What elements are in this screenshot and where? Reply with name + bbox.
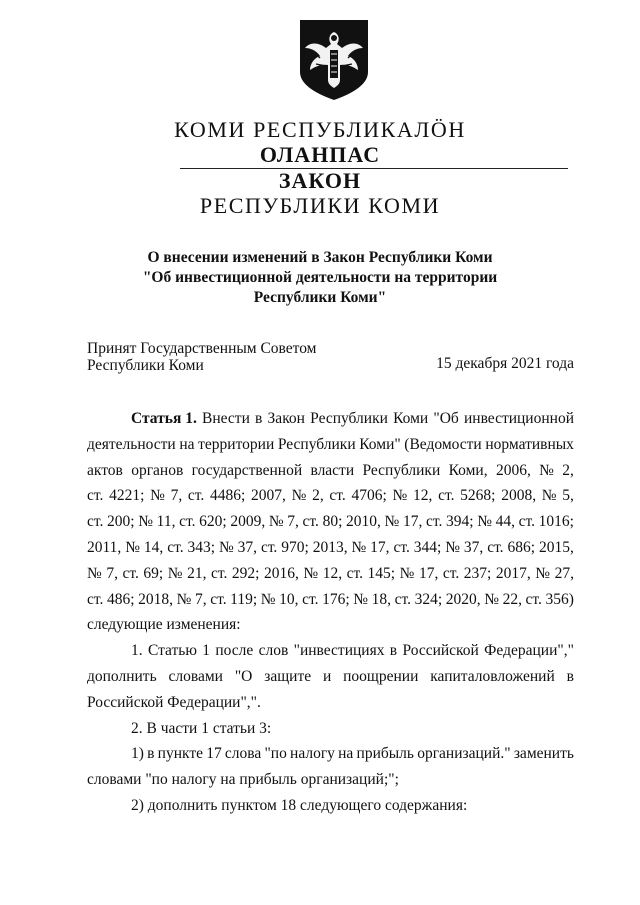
body-word: 7, <box>287 513 299 531</box>
body-word: ст. <box>122 564 139 582</box>
body-word: органов <box>131 461 184 479</box>
body-word: № <box>484 590 499 608</box>
body-word: деятельности <box>87 435 176 453</box>
body-word: ст. <box>187 487 205 505</box>
body-word: № <box>535 564 551 582</box>
body-word: 2018, <box>138 590 173 608</box>
body-word: 686; <box>507 538 536 556</box>
body-word: после <box>215 642 254 660</box>
body-word: ст. <box>167 538 184 556</box>
body-word: (Ведомости <box>404 435 482 453</box>
body-word: № <box>87 564 102 582</box>
body-word: 27, <box>554 564 574 582</box>
body-word: ст. <box>87 513 104 531</box>
body-word: ст. <box>518 513 536 531</box>
body-word: № <box>150 487 165 505</box>
body-word: "инвестициях <box>293 642 385 660</box>
body-word: № <box>303 564 319 582</box>
body-word: защите <box>264 667 312 685</box>
body-line <box>87 741 574 767</box>
body-word: 2020, <box>445 590 481 608</box>
body-word: ст. <box>438 487 455 505</box>
body-word: ст. <box>425 513 443 531</box>
body-word: 10, <box>279 590 299 608</box>
header-komi-line: КОМИ РЕСПУБЛИКАЛӦН <box>174 117 466 142</box>
body-word: № <box>539 461 554 479</box>
body-word: территории <box>198 435 275 453</box>
body-word: 2016, <box>263 564 299 582</box>
body-line <box>87 432 574 458</box>
body-word: 2010, <box>346 513 381 531</box>
header-zakon: ЗАКОН <box>278 168 362 193</box>
body-word: 119; <box>230 590 258 608</box>
body-word: 17 <box>206 745 222 763</box>
body-word: на <box>179 435 195 453</box>
body-line <box>87 664 574 690</box>
body-word: № <box>399 564 415 582</box>
body-word: ст. <box>346 564 363 582</box>
body-word: № <box>384 513 400 531</box>
body-word: 176; <box>322 590 350 608</box>
body-word: 1016; <box>538 513 574 531</box>
body-word: 292; <box>231 564 260 582</box>
body-word: следующие изменения: <box>87 616 241 634</box>
body-word: 2008, <box>501 487 537 505</box>
body-word: 18, <box>371 590 391 608</box>
body-word: 324; <box>414 590 443 608</box>
body-word: в <box>147 745 155 763</box>
body-word: 44, <box>495 513 516 531</box>
body-word: ст. <box>302 513 319 531</box>
body-word: № <box>125 538 141 556</box>
body-line <box>87 587 574 613</box>
body-word: 344; <box>413 538 442 556</box>
body-word: Российской Федерации",". <box>87 693 261 711</box>
body-word: Республики <box>362 461 441 479</box>
header-olanpas: ОЛАНПАС <box>259 142 381 167</box>
body-line <box>87 612 574 638</box>
body-word: Федерации"," <box>484 642 574 660</box>
adoption-date: 15 декабря 2021 года <box>436 355 574 372</box>
body-word: 7, <box>194 590 207 608</box>
coat-of-arms-emblem <box>298 18 370 102</box>
body-word: ст. <box>302 590 319 608</box>
body-word: 37, <box>237 538 258 556</box>
body-line <box>87 690 574 716</box>
body-word: ст. <box>329 487 346 505</box>
body-word: Коми <box>393 410 429 427</box>
body-word: 12, <box>413 487 433 505</box>
body-word: 21, <box>187 564 207 582</box>
body-word: Закон <box>267 410 305 427</box>
body-word: 2015, <box>538 538 574 556</box>
body-word: 37, <box>463 538 484 556</box>
body-word: 5, <box>562 487 574 505</box>
body-line <box>87 561 574 587</box>
body-word: 356) <box>545 590 574 608</box>
body-word: 200; <box>107 513 135 531</box>
body-word: ст. <box>487 538 504 556</box>
body-word: 17, <box>418 564 439 582</box>
body-word: № <box>218 538 234 556</box>
body-line <box>87 458 574 484</box>
body-word: 5268; <box>460 487 496 505</box>
body-word: "Об <box>433 410 459 427</box>
body-word: власти <box>310 461 355 479</box>
body-word: № <box>541 487 557 505</box>
body-word: № <box>260 590 276 608</box>
body-word: слов <box>258 642 289 660</box>
body-word: прибыль <box>356 745 414 763</box>
law-body-text <box>87 406 574 819</box>
body-word: 4486; <box>210 487 246 505</box>
law-title-line: О внесении изменений в Закон Республики Коми <box>147 249 493 266</box>
body-word: 17, <box>402 513 423 531</box>
body-word: актов <box>87 461 123 479</box>
body-word: организаций." <box>417 745 511 763</box>
body-word: Российской <box>402 642 479 660</box>
body-word: 7, <box>170 487 183 505</box>
body-word: налогу <box>290 745 335 763</box>
body-word: 2007, <box>251 487 286 505</box>
body-word: 2009, <box>230 513 266 531</box>
body-word: Республики <box>277 435 356 453</box>
body-line <box>87 535 574 561</box>
body-word: 1) <box>131 745 144 763</box>
body-word: 1. <box>131 642 143 660</box>
body-word: Статья 1. <box>131 410 197 427</box>
body-word: словами "по налогу на прибыль организаций;"; <box>87 771 399 789</box>
body-word: Республики <box>310 410 388 427</box>
body-word: и <box>322 667 332 685</box>
body-word: 145; <box>367 564 396 582</box>
body-word: № <box>291 487 307 505</box>
body-word: ст. <box>179 513 196 531</box>
body-word: ст. <box>393 538 410 556</box>
body-word: 2017, <box>495 564 531 582</box>
body-word: в <box>389 642 398 660</box>
body-word: ст. <box>260 538 278 556</box>
body-word: 2. В части 1 статьи 3: <box>131 719 272 737</box>
body-word: 343; <box>187 538 216 556</box>
body-word: ст. <box>394 590 411 608</box>
body-line <box>87 509 574 535</box>
body-word: Коми" <box>359 435 401 453</box>
body-line <box>87 406 574 432</box>
body-word: ст. <box>210 590 227 608</box>
body-word: 394; <box>446 513 474 531</box>
body-word: 1 <box>202 642 211 660</box>
body-word: нормативных <box>485 435 574 453</box>
body-word: на <box>338 745 354 763</box>
body-word: 14, <box>143 538 164 556</box>
body-word: государственной <box>191 461 303 479</box>
body-word: ст. <box>87 590 104 608</box>
body-word: № <box>268 513 284 531</box>
body-line <box>87 716 574 742</box>
body-word: ст. <box>210 564 228 582</box>
body-word: поощрении <box>343 667 419 685</box>
body-word: в <box>255 410 263 427</box>
body-line <box>87 483 574 509</box>
body-word: "по <box>264 745 287 763</box>
body-word: 486; <box>106 590 135 608</box>
body-word: капиталовложений <box>430 667 555 685</box>
body-word: Статью <box>147 642 197 660</box>
body-word: 11, <box>156 513 176 531</box>
body-line <box>87 767 574 793</box>
body-word: 2011, <box>87 538 122 556</box>
body-word: № <box>353 590 369 608</box>
law-title-line: Республики Коми" <box>253 289 387 306</box>
body-word: ст. <box>87 487 104 505</box>
body-word: 12, <box>322 564 343 582</box>
body-word: Коми, <box>448 461 488 479</box>
body-word: 620; <box>199 513 227 531</box>
body-word: заменить <box>513 745 574 763</box>
body-word: № <box>392 487 408 505</box>
body-line <box>87 793 574 819</box>
body-word: № <box>477 513 492 531</box>
law-title-line: "Об инвестиционной деятельности на территории <box>142 269 498 286</box>
body-word: 237; <box>463 564 492 582</box>
body-word: в <box>566 667 574 685</box>
body-word: № <box>167 564 183 582</box>
body-word: 4221; <box>109 487 145 505</box>
body-word: слова <box>224 745 262 763</box>
body-word: пункте <box>157 745 203 763</box>
body-word: ст. <box>442 564 460 582</box>
body-word: № <box>138 513 154 531</box>
body-word: 4706; <box>351 487 387 505</box>
body-word: 2006, <box>495 461 531 479</box>
body-word: 2, <box>562 461 574 479</box>
body-word: дополнить <box>87 667 157 685</box>
header-republic: РЕСПУБЛИКИ КОМИ <box>199 193 441 218</box>
adoption-line: Республики Коми <box>87 357 204 374</box>
body-word: Внести <box>202 410 250 427</box>
body-word: словами <box>168 667 223 685</box>
body-word: 2) дополнить пунктом 18 следующего содержания: <box>131 796 468 814</box>
body-word: 7, <box>106 564 118 582</box>
body-word: "О <box>234 667 253 685</box>
body-word: 2013, <box>312 538 348 556</box>
body-word: 2, <box>312 487 324 505</box>
body-word: ст. <box>525 590 542 608</box>
body-line <box>87 638 574 664</box>
body-word: № <box>351 538 367 556</box>
body-word: 970; <box>281 538 309 556</box>
body-word: 17, <box>370 538 390 556</box>
body-word: 69; <box>143 564 164 582</box>
adoption-line: Принят Государственным Советом <box>87 340 317 357</box>
body-word: № <box>445 538 460 556</box>
body-word: № <box>176 590 192 608</box>
body-word: 22, <box>502 590 522 608</box>
body-word: 80; <box>322 513 343 531</box>
body-word: инвестиционной <box>463 410 574 427</box>
